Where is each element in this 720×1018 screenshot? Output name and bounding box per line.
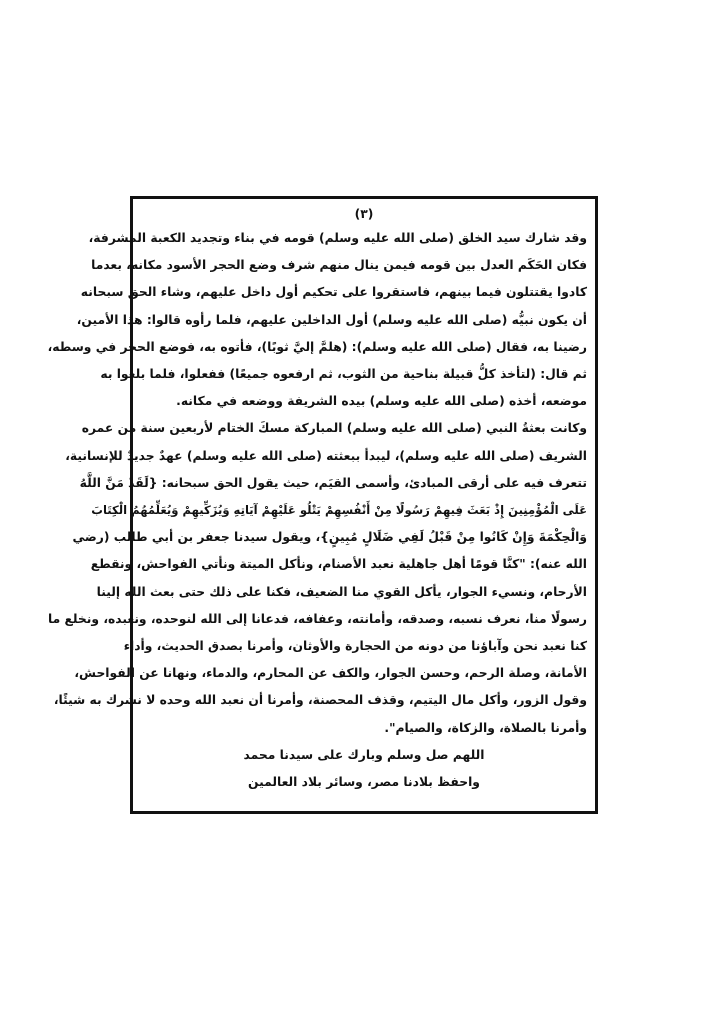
paragraph-line: تتعرف فيه على أرقى المبادئ، وأسمى القيَم، حيث يقول الحق سبحانه: {لَقَدْ مَنَّ اللَّهُ bbox=[79, 475, 587, 490]
quran-verse-line: عَلَى الْمُؤْمِنِينَ إِذْ بَعَثَ فِيهِمْ رَسُولًا مِنْ أَنْفُسِهِمْ يَتْلُو عَلَيْهِمْ آيَاتِهِ وَيُزَكِّيهِمْ وَيُعَلِّمُهُمُ الْكِتَابَ bbox=[91, 503, 587, 518]
paragraph-line: الأمانة، وصلة الرحم، وحسن الجوار، والكف عن المحارم، والدماء، ونهانا عن الفواحش، bbox=[74, 666, 587, 681]
paragraph-line: رسولًا منا، نعرف نسبه، وصدقه، وأمانته، وعفافه، فدعانا إلى الله لنوحده، ونعبده، ونخلع ما bbox=[47, 611, 587, 626]
text-frame bbox=[47, 196, 598, 814]
paragraph-line: الله عنه): "كنَّا قومًا أهل جاهلية نعبد الأصنام، ونأكل الميتة ونأتي الفواحش، ونقطع bbox=[90, 557, 587, 572]
paragraph-line: الشريف (صلى الله عليه وسلم)، ليبدأ ببعثته (صلى الله عليه وسلم) عهدٌ جديدٌ للإنسانية، bbox=[65, 448, 587, 463]
paragraph-line: وقول الزور، وأكل مال اليتيم، وقذف المحصنة، وأمرنا أن نعبد الله وحده لا نشرك به شيئًا، bbox=[53, 693, 587, 708]
paragraph-line: كنا نعبد نحن وآباؤنا من دونه من الحجارة والأوثان، وأمرنا بصدق الحديث، وأداء bbox=[123, 639, 587, 654]
paragraph-line: الأرحام، ونسيء الجوار، يأكل القوي منا الضعيف، فكنا على ذلك حتى بعث الله إلينا bbox=[96, 584, 587, 599]
paragraph-line: كادوا يقتتلون فيما بينهم، فاستقروا على تحكيم أول داخل عليهم، وشاء الحق سبحانه bbox=[80, 285, 587, 300]
paragraph-line: فكان الحَكَم العدل بين قومه فيمن ينال منهم شرف وضع الحجر الأسود مكانه، بعدما bbox=[91, 258, 587, 273]
closing-prayer-line: واحفظ بلادنا مصر، وسائر بلاد العالمين bbox=[248, 775, 480, 790]
paragraph-line: رضينا به، فقال (صلى الله عليه وسلم): (هلمَّ إليَّ ثوبًا)، فأتوه به، فوضع الحجر في وسطه، bbox=[47, 339, 587, 354]
paragraph-line: وَالْحِكْمَةَ وَإِنْ كَانُوا مِنْ قَبْلُ لَفِي ضَلَالٍ مُبِينٍ}، ويقول سيدنا جعفر بن أبي طالب (رضي bbox=[72, 530, 587, 545]
paragraph-line: أن يكون نبيُّه (صلى الله عليه وسلم) أول الداخلين عليهم، فلما رأوه قالوا: هذا الأمين، bbox=[76, 312, 587, 327]
page-number: (٣) bbox=[354, 207, 374, 221]
paragraph-line: ثم قال: (لتأخذ كلُّ قبيلة بناحية من الثوب، ثم ارفعوه جميعًا) ففعلوا، فلما بلغوا به bbox=[100, 367, 587, 382]
document-body bbox=[47, 205, 587, 796]
paragraph-line: وقد شارك سيد الخلق (صلى الله عليه وسلم) قومه في بناء وتجديد الكعبة المشرفة، bbox=[88, 231, 587, 245]
closing-prayer-line: اللهم صل وسلم وبارك على سيدنا محمد bbox=[243, 747, 485, 762]
paragraph-line: وكانت بعثةُ النبي (صلى الله عليه وسلم) المباركة مسكَ الختام لأربعين سنة من عمره bbox=[81, 421, 587, 436]
paragraph-line: وأمرنا بالصلاة، والزكاة، والصيام". bbox=[384, 720, 587, 735]
paragraph-line: موضعه، أخذه (صلى الله عليه وسلم) بيده الشريفة ووضعه في مكانه. bbox=[176, 394, 587, 409]
